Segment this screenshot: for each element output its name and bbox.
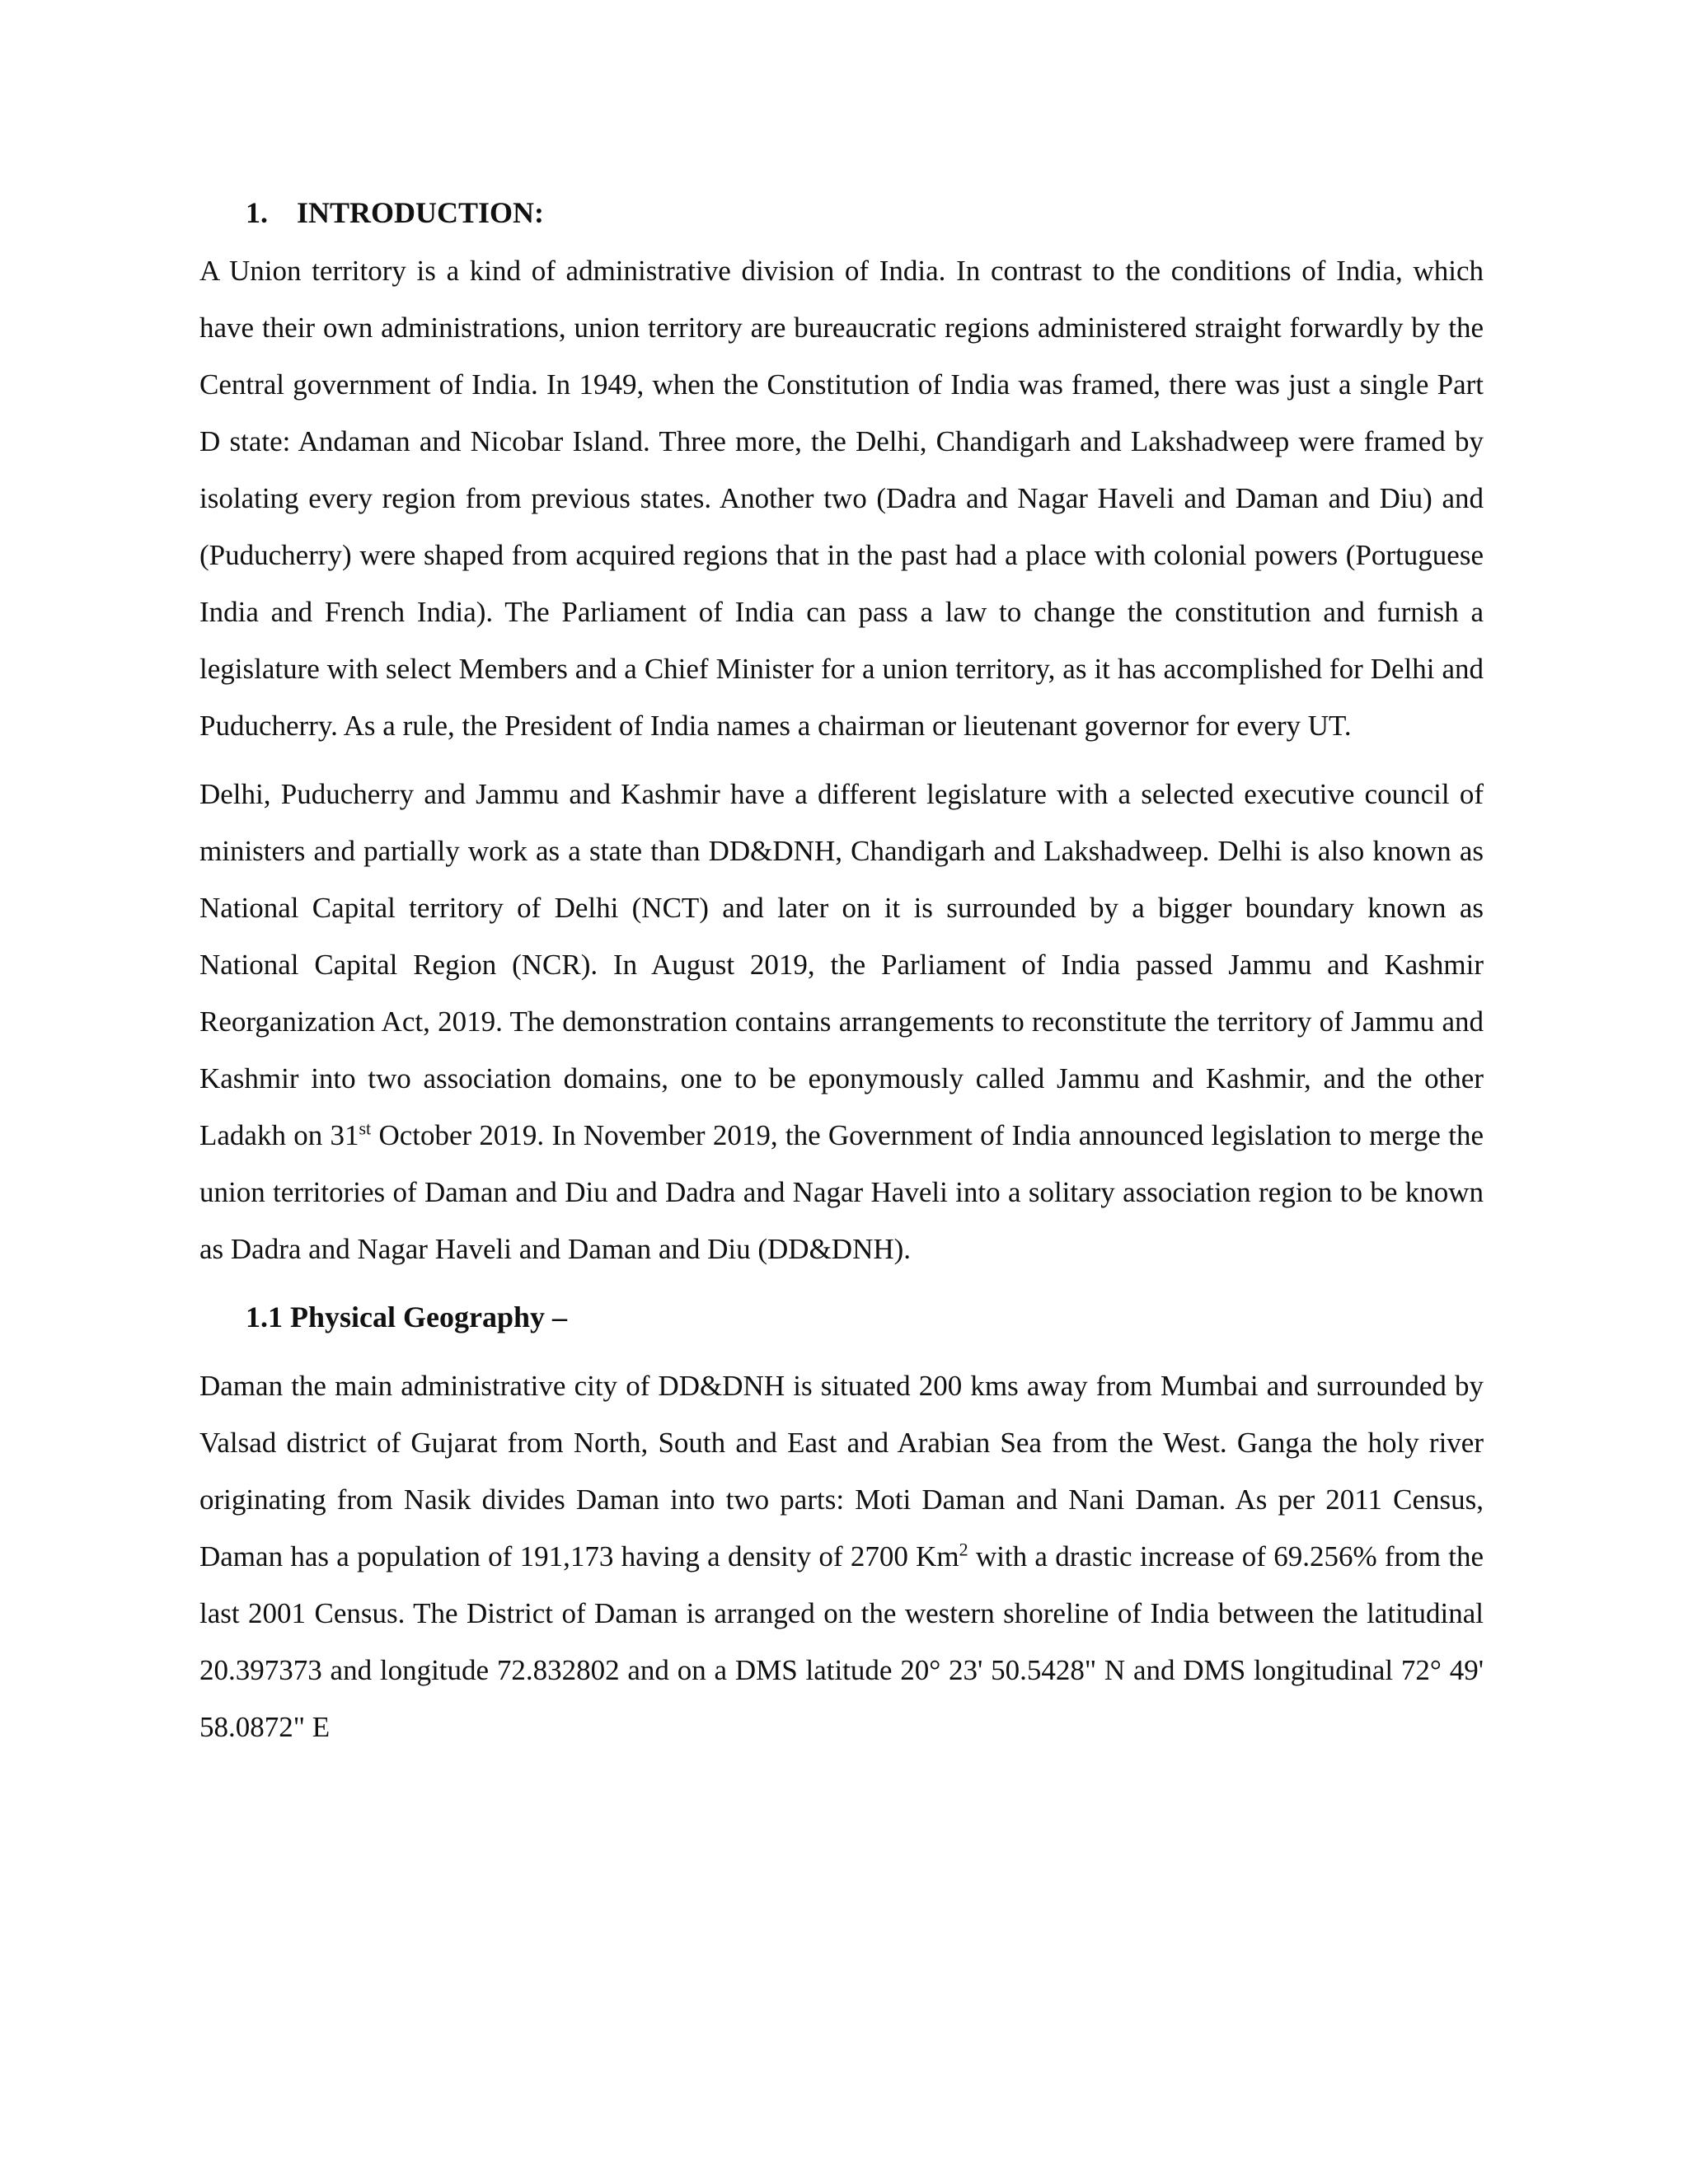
- physical-geography-title: Physical Geography –: [290, 1301, 568, 1333]
- physical-geography-number: 1.1: [246, 1301, 283, 1333]
- physical-geography-text-a: Daman the main administrative city of DD&DNH is situated 200 kms away from Mumbai and surrounded by Valsad district of Gujarat from North, South and East and Arabian Sea from the West. Ganga the holy river originating from Nasik divides Daman into two parts: Moti Daman and Nani Daman. As per 2011 Census, Daman has a population of 191,173 having a density of 2700 Km: [199, 1370, 1484, 1572]
- ordinal-superscript: st: [359, 1118, 372, 1139]
- introduction-title: INTRODUCTION:: [297, 196, 545, 229]
- square-superscript: 2: [959, 1539, 968, 1560]
- introduction-paragraph-1: A Union territory is a kind of administrative division of India. In contrast to the conditions of India, which have their own administrations, union territory are bureaucratic regions administered straight forwardly by the Central government of India. In 1949, when the Constitution of India was framed, there was just a single Part D state: Andaman and Nicobar Island. Three more, the Delhi, Chandigarh and Lakshadweep were framed by isolating every region from previous states. Another two (Dadra and Nagar Haveli and Daman and Diu) and (Puducherry) were shaped from acquired regions that in the past had a place with colonial powers (Portuguese India and French India). The Parliament of India can pass a law to change the constitution and furnish a legislature with select Members and a Chief Minister for a union territory, as it has accomplished for Delhi and Puducherry. As a rule, the President of India names a chairman or lieutenant governor for every UT.: [199, 255, 1484, 742]
- introduction-paragraph-2-text-b: October 2019. In November 2019, the Government of India announced legislation to merge the union territories of Daman and Diu and Dadra and Nagar Haveli into a solitary association region to be known as Dadra and Nagar Haveli and Daman and Diu (DD&DNH).: [199, 1119, 1484, 1265]
- introduction-paragraph-2-text-a: Delhi, Puducherry and Jammu and Kashmir have a different legislature with a selected executive council of ministers and partially work as a state than DD&DNH, Chandigarh and Lakshadweep. Delhi is also known as National Capital territory of Delhi (NCT) and later on it is surrounded by a bigger boundary known as National Capital Region (NCR). In August 2019, the Parliament of India passed Jammu and Kashmir Reorganization Act, 2019. The demonstration contains arrangements to reconstitute the territory of Jammu and Kashmir into two association domains, one to be eponymously called Jammu and Kashmir, and the other Ladakh on 31: [199, 778, 1484, 1151]
- physical-geography-paragraph: [199, 1357, 1484, 1755]
- physical-geography-text-b: with a drastic increase of 69.256% from the last 2001 Census. The District of Daman is arranged on the western shoreline of India between the latitudinal 20.397373 and longitude 72.832802 and on a DMS latitude 20° 23' 50.5428" N and DMS longitudinal 72° 49' 58.0872" E: [199, 1540, 1484, 1743]
- introduction-paragraph-2: [199, 766, 1484, 1277]
- introduction-heading: [246, 191, 1484, 234]
- introduction-number: 1.: [246, 196, 268, 229]
- physical-geography-heading: [246, 1289, 1484, 1346]
